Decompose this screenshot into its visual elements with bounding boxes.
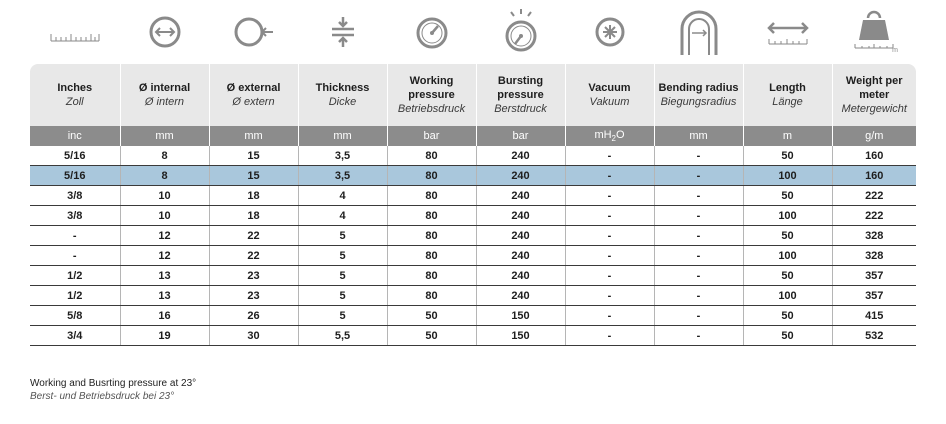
table-cell: 5 xyxy=(298,246,387,266)
table-row xyxy=(30,186,916,206)
table-cell: 15 xyxy=(209,146,298,166)
table-cell: 13 xyxy=(120,286,209,306)
table-row xyxy=(30,146,916,166)
table-cell: 23 xyxy=(209,286,298,306)
column-header-de: Biegungsradius xyxy=(660,96,737,108)
table-cell: 50 xyxy=(743,146,832,166)
table-cell: 532 xyxy=(832,326,916,346)
table-cell: 50 xyxy=(743,266,832,286)
table-cell: 160 xyxy=(832,146,916,166)
column-header xyxy=(298,64,387,126)
table-cell: 26 xyxy=(209,306,298,326)
ruler-inch-icon xyxy=(30,0,120,64)
column-unit-label: g/m xyxy=(865,130,884,142)
column-unit-label: mm xyxy=(689,130,708,142)
column-unit-label: mm xyxy=(244,130,263,142)
table-cell: 5/16 xyxy=(30,146,120,166)
table-cell: 50 xyxy=(387,306,476,326)
table-cell: 5 xyxy=(298,306,387,326)
table-cell: 357 xyxy=(832,286,916,306)
table-cell: 240 xyxy=(476,186,565,206)
table-cell: 19 xyxy=(120,326,209,346)
column-header-en: Bursting pressure xyxy=(497,75,544,101)
table-row xyxy=(30,206,916,226)
column-header-de: Ø extern xyxy=(232,96,275,108)
column-header-de: Zoll xyxy=(65,96,84,108)
footnote-de: Berst- und Betriebsdruck bei 23° xyxy=(30,391,175,402)
table-cell: - xyxy=(565,266,654,286)
table-cell: 240 xyxy=(476,226,565,246)
table-cell: 3,5 xyxy=(298,146,387,166)
column-unit xyxy=(654,126,743,146)
table-row xyxy=(30,226,916,246)
table-cell: 50 xyxy=(743,326,832,346)
column-unit-label: bar xyxy=(423,130,440,142)
vacuum-icon xyxy=(565,0,654,64)
column-unit xyxy=(120,126,209,146)
table-cell: - xyxy=(654,266,743,286)
inner-diameter-icon xyxy=(120,0,209,64)
table-cell: - xyxy=(565,226,654,246)
table-cell: 18 xyxy=(209,206,298,226)
table-row xyxy=(30,266,916,286)
burst-gauge-icon xyxy=(476,0,565,64)
pressure-gauge-icon xyxy=(387,0,476,64)
table-cell: 100 xyxy=(743,206,832,226)
table-cell: 30 xyxy=(209,326,298,346)
table-cell: - xyxy=(565,286,654,306)
column-header xyxy=(743,64,832,126)
table-cell: 100 xyxy=(743,286,832,306)
bending-radius-icon xyxy=(654,0,743,64)
table-cell: 80 xyxy=(387,166,476,186)
column-unit-label: mm xyxy=(155,130,174,142)
table-cell: - xyxy=(654,226,743,246)
table-cell: 80 xyxy=(387,186,476,206)
column-header-de: Metergewicht xyxy=(841,103,907,115)
table-cell: - xyxy=(654,246,743,266)
column-header xyxy=(832,64,916,126)
table-cell: 3,5 xyxy=(298,166,387,186)
table-cell: - xyxy=(654,146,743,166)
table-cell: 80 xyxy=(387,226,476,246)
column-header xyxy=(476,64,565,126)
column-header-de: Vakuum xyxy=(589,96,630,108)
table-cell: 10 xyxy=(120,206,209,226)
table-cell: 10 xyxy=(120,186,209,206)
table-cell: 1/2 xyxy=(30,286,120,306)
column-header-en: Inches xyxy=(57,82,93,94)
table-cell: 160 xyxy=(832,166,916,186)
table-cell: 50 xyxy=(743,226,832,246)
column-header-en: Working pressure xyxy=(408,75,455,101)
column-header xyxy=(120,64,209,126)
column-unit-tail: O xyxy=(616,128,625,141)
table-cell: - xyxy=(565,326,654,346)
table-row xyxy=(30,286,916,306)
column-header-de: Ø intern xyxy=(144,96,185,108)
header-row xyxy=(30,64,916,126)
table-cell: - xyxy=(565,146,654,166)
footnote-en: Working and Busrting pressure at 23° xyxy=(30,378,197,389)
table-cell: 240 xyxy=(476,266,565,286)
table-cell: 18 xyxy=(209,186,298,206)
table-cell: - xyxy=(30,226,120,246)
table-row xyxy=(30,246,916,266)
table-cell: 222 xyxy=(832,186,916,206)
table-cell: 1/2 xyxy=(30,266,120,286)
table-cell: 80 xyxy=(387,206,476,226)
column-header xyxy=(209,64,298,126)
table-cell: 240 xyxy=(476,166,565,186)
column-header xyxy=(654,64,743,126)
table-cell: 23 xyxy=(209,266,298,286)
column-unit-label: mH xyxy=(594,128,612,141)
column-header-en: Thickness xyxy=(315,82,370,94)
column-unit-label: mm xyxy=(333,130,352,142)
column-unit xyxy=(298,126,387,146)
table-cell: 5/16 xyxy=(30,166,120,186)
table-cell: 3/8 xyxy=(30,186,120,206)
table-cell: - xyxy=(30,246,120,266)
table-cell: 222 xyxy=(832,206,916,226)
table-cell: 8 xyxy=(120,146,209,166)
table-cell: 240 xyxy=(476,246,565,266)
table-cell: - xyxy=(565,246,654,266)
table-cell: 3/8 xyxy=(30,206,120,226)
table-cell: 3/4 xyxy=(30,326,120,346)
table-cell: 100 xyxy=(743,246,832,266)
table-cell: 328 xyxy=(832,226,916,246)
column-header-en: Ø external xyxy=(226,82,281,94)
column-unit-label: bar xyxy=(512,130,529,142)
column-header xyxy=(387,64,476,126)
table-cell: 240 xyxy=(476,286,565,306)
table-row xyxy=(30,166,916,186)
table-cell: - xyxy=(654,186,743,206)
table-cell: 12 xyxy=(120,246,209,266)
table-cell: 5 xyxy=(298,266,387,286)
table-cell: - xyxy=(654,166,743,186)
column-header-de: Betriebsdruck xyxy=(397,103,466,115)
length-arrow-icon xyxy=(743,0,832,64)
icon-row xyxy=(30,0,916,64)
column-header xyxy=(30,64,120,126)
table-cell: 80 xyxy=(387,266,476,286)
column-header-de: Länge xyxy=(772,96,803,108)
table-cell: 357 xyxy=(832,266,916,286)
outer-diameter-icon xyxy=(209,0,298,64)
column-header-en: Length xyxy=(769,82,806,94)
column-unit-label: m xyxy=(782,130,793,142)
table-row xyxy=(30,326,916,346)
table-cell: 5/8 xyxy=(30,306,120,326)
column-unit xyxy=(743,126,832,146)
column-unit-subscript: 2 xyxy=(611,134,616,144)
table-cell: - xyxy=(565,206,654,226)
table-cell: 5,5 xyxy=(298,326,387,346)
table-cell: 22 xyxy=(209,246,298,266)
table-cell: - xyxy=(654,326,743,346)
table-cell: 80 xyxy=(387,286,476,306)
table-cell: - xyxy=(565,306,654,326)
table-cell: 5 xyxy=(298,286,387,306)
thickness-icon xyxy=(298,0,387,64)
table-cell: 240 xyxy=(476,206,565,226)
table-cell: 50 xyxy=(743,186,832,206)
column-header xyxy=(565,64,654,126)
column-unit xyxy=(30,126,120,146)
column-header-en: Vacuum xyxy=(588,82,631,94)
column-unit xyxy=(476,126,565,146)
footnote xyxy=(30,377,196,403)
weight-icon xyxy=(832,0,916,64)
table-row xyxy=(30,306,916,326)
units-row xyxy=(30,126,916,146)
table-cell: 5 xyxy=(298,226,387,246)
table-cell: 328 xyxy=(832,246,916,266)
table-cell: 100 xyxy=(743,166,832,186)
table-cell: 16 xyxy=(120,306,209,326)
table-cell: 50 xyxy=(387,326,476,346)
table-cell: 150 xyxy=(476,306,565,326)
column-unit-label: inc xyxy=(67,130,82,142)
table-cell: 4 xyxy=(298,186,387,206)
column-unit xyxy=(209,126,298,146)
table-cell: 13 xyxy=(120,266,209,286)
table-cell: 4 xyxy=(298,206,387,226)
column-header-de: Dicke xyxy=(328,96,357,108)
column-unit xyxy=(832,126,916,146)
table-body xyxy=(30,146,916,346)
table-cell: 8 xyxy=(120,166,209,186)
table-cell: 22 xyxy=(209,226,298,246)
weight-icon-caption: m xyxy=(892,47,898,54)
table-cell: - xyxy=(654,206,743,226)
column-unit xyxy=(565,126,654,146)
table-cell: 150 xyxy=(476,326,565,346)
column-header-en: Ø internal xyxy=(138,82,191,94)
table-cell: - xyxy=(654,286,743,306)
table-cell: 415 xyxy=(832,306,916,326)
spec-table xyxy=(30,64,916,346)
column-header-de: Berstdruck xyxy=(494,103,547,115)
column-unit xyxy=(387,126,476,146)
table-cell: - xyxy=(565,186,654,206)
table-cell: 80 xyxy=(387,246,476,266)
table-cell: 240 xyxy=(476,146,565,166)
column-header-en: Bending radius xyxy=(658,82,739,94)
table-cell: - xyxy=(654,306,743,326)
table-cell: 12 xyxy=(120,226,209,246)
table-cell: 50 xyxy=(743,306,832,326)
column-header-en: Weight per meter xyxy=(845,75,903,101)
table-cell: 15 xyxy=(209,166,298,186)
table-cell: 80 xyxy=(387,146,476,166)
table-cell: - xyxy=(565,166,654,186)
